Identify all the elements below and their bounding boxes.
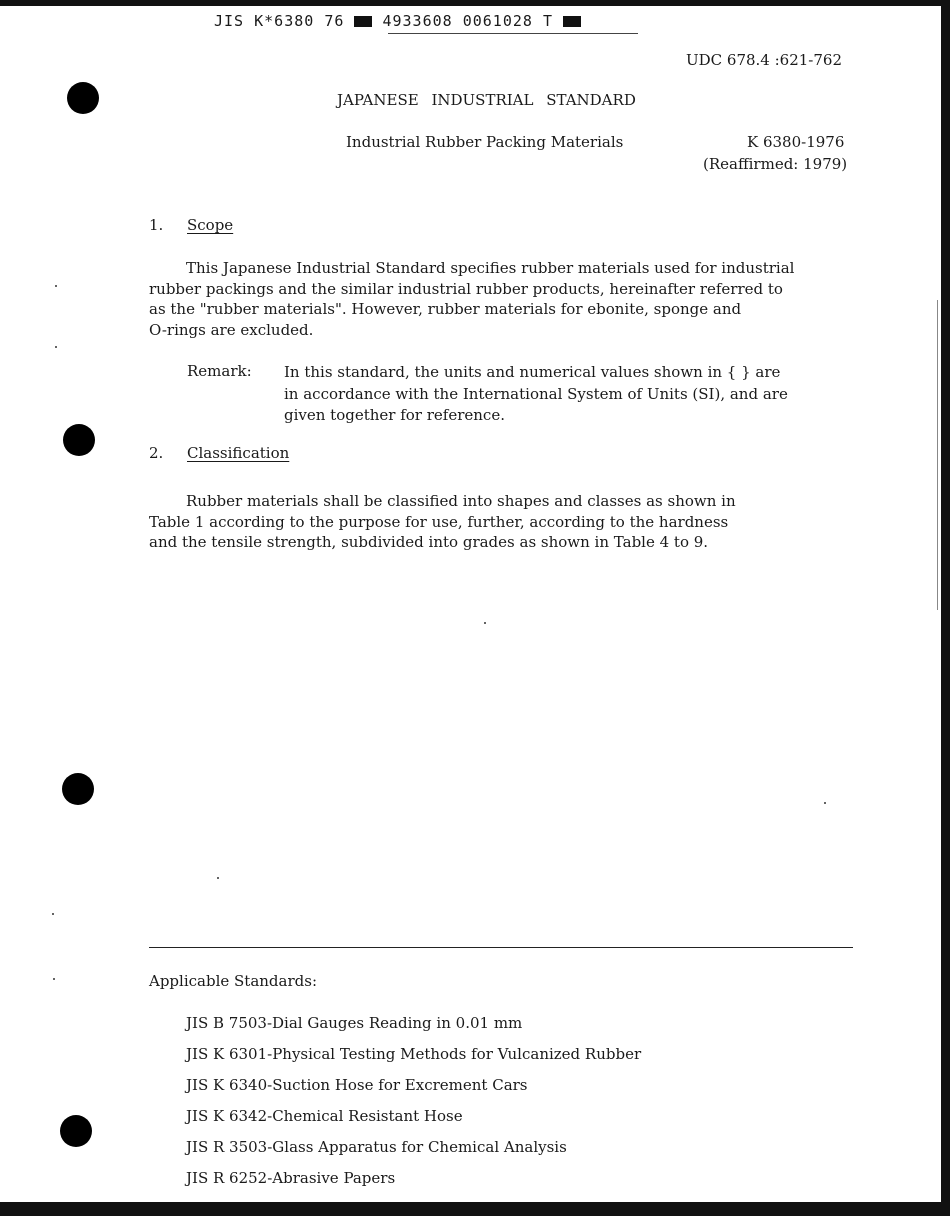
list-item: JIS K 6301-Physical Testing Methods for Vulcanized Rubber (186, 1045, 642, 1063)
header-rule (388, 33, 638, 34)
section-number: 1. (149, 216, 164, 234)
paragraph-line: This Japanese Industrial Standard specifies rubber materials used for industrial (186, 259, 795, 277)
scan-speck (484, 622, 486, 624)
scan-speck (55, 346, 57, 348)
list-item: JIS R 6252-Abrasive Papers (186, 1169, 396, 1187)
punch-hole (60, 1115, 92, 1147)
list-item: JIS B 7503-Dial Gauges Reading in 0.01 mm (186, 1014, 523, 1032)
scan-speck (55, 285, 57, 287)
scan-edge-line (937, 300, 938, 610)
scan-border-right (941, 0, 950, 1216)
header-code-part: JIS K*6380 76 (214, 12, 345, 30)
paragraph-line: rubber packings and the similar industrial rubber products, hereinafter referred to (149, 279, 783, 298)
scan-border-top (0, 0, 950, 6)
section-title: Scope (187, 216, 234, 234)
black-block-mark (563, 16, 581, 27)
remark-line: given together for reference. (284, 406, 505, 424)
remark-line: in accordance with the International System of Units (SI), and are (284, 384, 788, 403)
reaffirmed-note: (Reaffirmed: 1979) (703, 155, 848, 173)
applicable-standards-heading: Applicable Standards: (149, 972, 317, 990)
section-number: 2. (149, 444, 164, 462)
scan-speck (53, 978, 55, 980)
header-code-line (214, 12, 581, 30)
remark-label: Remark: (187, 362, 252, 380)
scan-speck (52, 913, 54, 915)
section-heading (149, 444, 290, 462)
remark-text (284, 362, 788, 427)
header-code-part: 4933608 0061028 T (382, 12, 553, 30)
paragraph-line: as the "rubber materials". However, rubber materials for ebonite, sponge and (149, 300, 742, 318)
scan-border-bottom (0, 1202, 950, 1216)
classification-paragraph (149, 491, 736, 553)
footnote-rule (149, 947, 853, 948)
punch-hole (62, 773, 94, 805)
org-title: JAPANESE INDUSTRIAL STANDARD (337, 91, 636, 109)
punch-hole (63, 424, 95, 456)
punch-hole (67, 82, 99, 114)
section-title: Classification (187, 444, 290, 462)
paragraph-line: O-rings are excluded. (149, 320, 314, 339)
paragraph-line: and the tensile strength, subdivided into grades as shown in Table 4 to 9. (149, 533, 709, 551)
section-heading (149, 216, 234, 234)
standard-title: Industrial Rubber Packing Materials (346, 133, 624, 151)
list-item: JIS K 6342-Chemical Resistant Hose (186, 1107, 463, 1125)
remark-line: In this standard, the units and numerical values shown in { } are (284, 363, 781, 381)
applicable-standards-list (186, 1014, 641, 1200)
scan-speck (217, 877, 219, 879)
list-item: JIS K 6340-Suction Hose for Excrement Cars (186, 1076, 528, 1094)
udc-number: UDC 678.4 :621-762 (686, 51, 843, 69)
black-block-mark (354, 16, 372, 27)
paragraph-line: Rubber materials shall be classified into shapes and classes as shown in (186, 492, 736, 510)
standard-number: K 6380-1976 (747, 133, 845, 151)
scope-paragraph (149, 258, 794, 340)
list-item: JIS R 3503-Glass Apparatus for Chemical Analysis (186, 1138, 567, 1156)
scan-speck (824, 802, 826, 804)
paragraph-line: Table 1 according to the purpose for use, further, according to the hardness (149, 512, 729, 531)
